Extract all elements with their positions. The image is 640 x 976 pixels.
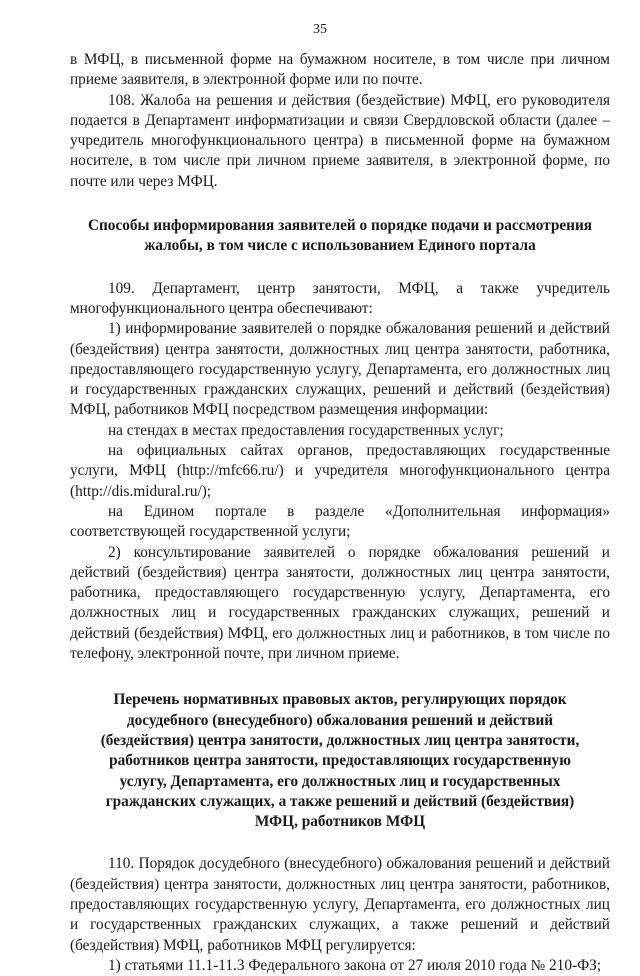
paragraph-109-item-2: 2) консультирование заявителей о порядке обжалования решений и действий (бездействия) центра занятости, должностных лиц центра занятости, работника, предоставляющего государственную услугу, Департамента, его должностных лиц и государственных гражданских служащих, решений и действий (бездействия) МФЦ, его должностных лиц и работников, в том числе по телефону, электронной почте, при личном приеме. — [70, 543, 610, 663]
paragraph-websites: на официальных сайтах органов, предоставляющих государственные услуги, МФЦ (http://mfc66.ru/) и учредителя многофункционального центра (http://dis.midural.ru/); — [70, 442, 610, 500]
paragraph: в МФЦ, в письменной форме на бумажном носителе, в том числе при личном приеме заявителя, в электронной форме или по почте. — [70, 51, 610, 89]
paragraph-109: 109. Департамент, центр занятости, МФЦ, а также учредитель многофункционального центра обеспечивают: — [70, 279, 610, 317]
document-body — [70, 50, 610, 976]
page-number: 35 — [313, 22, 327, 37]
paragraph-109-item-1: 1) информирование заявителей о порядке обжалования решений и действий (бездействия) центра занятости, должностных лиц центра занятости, работника, предоставляющего государственную услугу, Департамента, его должностных лиц и государственных гражданских служащих, решений и действий (бездействия) МФЦ, работников МФЦ посредством размещения информации: — [70, 320, 610, 419]
paragraph-stands: на стендах в местах предоставления государственных услуг; — [108, 421, 504, 439]
paragraph-110-item-1: 1) статьями 11.1-11.3 Федерального закона от 27 июля 2010 года № 210-ФЗ; — [108, 956, 602, 974]
paragraph-unified-portal: на Едином портале в разделе «Дополнительная информация» соответствующей государственной услуги; — [70, 502, 610, 541]
section-heading-legal-acts: Перечень нормативных правовых актов, регулирующих порядок досудебного (внесудебного) обжалования решений и действий (бездействия) центра занятости, должностных лиц центра занятости, работников центра занятости, предоставляющих государственную услугу, Департамента, его должностных лиц и государственных гражданских служащих, а также решений и действий (бездействия) МФЦ, работников МФЦ — [100, 691, 580, 831]
paragraph-108: 108. Жалоба на решения и действия (бездействие) МФЦ, его руководителя подается в Департамент информатизации и связи Свердловской области (далее – учредитель многофункционального центра) в письменной форме на бумажном носителе, в том числе при личном приеме заявителя, в электронной форме, по почте или через МФЦ. — [70, 91, 610, 190]
section-heading-informing: Способы информирования заявителей о порядке подачи и рассмотрения жалобы, в том числе с использованием Единого портала — [87, 217, 593, 255]
paragraph-110: 110. Порядок досудебного (внесудебного) обжалования решений и действий (бездействия) центра занятости, должностных лиц центра занятости, работников, предоставляющих государственную услугу, Департамента, его должностных лиц и государственных гражданских служащих, а также решений и действий (бездействия) МФЦ, работников МФЦ регулируется: — [70, 855, 610, 954]
